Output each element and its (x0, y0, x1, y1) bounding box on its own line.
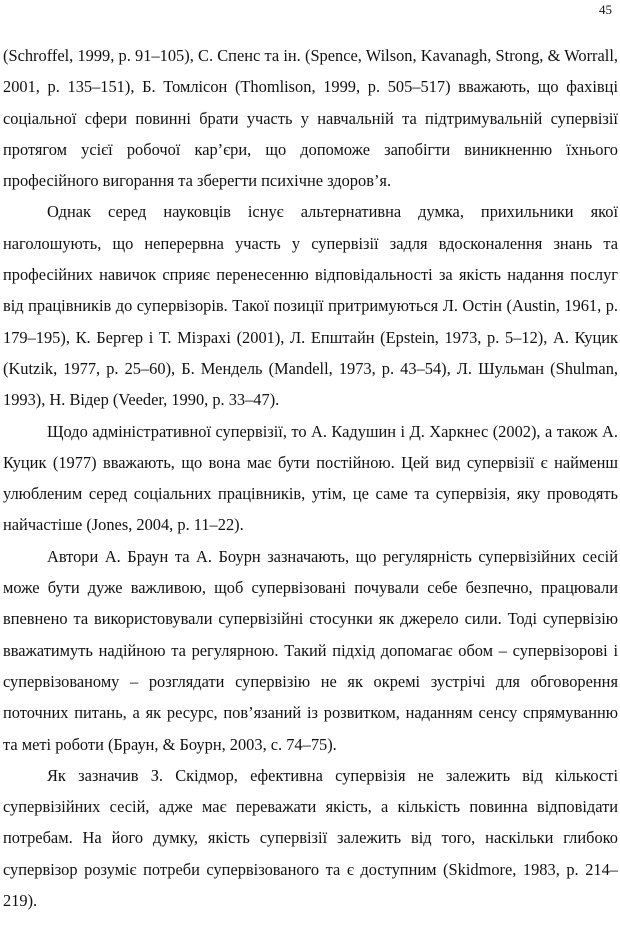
paragraph: Автори А. Браун та А. Боурн зазначають, що регулярність супервізійних сесій може бути дуже важливою, щоб супервізовані почували себе безпечно, працювали впевнено та використовували супервізійні стосунки як джерело сили. Тоді супервізію вважатимуть надійною та регулярною. Такий підхід допомагає обом – супервізорові і супервізованому – розглядати супервізію не як окремі зустрічі для обговорення поточних питань, а як ресурс, пов’язаний із розвитком, наданням сенсу спрямуванню та меті роботи (Браун, & Боурн, 2003, с. 74–75). (3, 546, 618, 754)
page-number: 45 (599, 2, 612, 17)
paragraph-continuation: (Schroffel, 1999, p. 91–105), С. Спенс та ін. (Spence, Wilson, Kavanagh, Strong, & Worrall, 2001, p. 135–151), Б. Томлісон (Thomlison, 1999, p. 505–517) вважають, що фахівці соціальної сфери повинні брати участь у навчальній та підтримувальній супервізії протягом усієї робочої кар’єри, що допоможе запобігти виникненню їхнього професійного вигорання та зберегти психічне здоров’я. (3, 46, 618, 191)
body-text (3, 40, 618, 916)
paragraph: Однак серед науковців існує альтернативна думка, прихильники якої наголошують, що неперервна участь у супервізії задля вдосконалення знань та професійних навичок сприяє перенесенню відповідальності за якість надання послуг від працівників до супервізорів. Такої позиції притримуються Л. Остін (Austin, 1961, p. 179–195), К. Бергер і Т. Мізрахі (2001), Л. Епштайн (Epstein, 1973, p. 5–12), А. Куцик (Kutzik, 1977, p. 25–60), Б. Мендель (Mandell, 1973, p. 43–54), Л. Шульман (Shulman, 1993), Н. Відер (Veeder, 1990, p. 33–47). (3, 202, 618, 410)
paragraph: Як зазначив З. Скідмор, ефективна супервізія не залежить від кількості супервізійних сесій, адже має переважати якість, а кількість повинна відповідати потребам. На його думку, якість супервізії залежить від того, наскільки глибоко супервізор розуміє потреби супервізованого та є доступним (Skidmore, 1983, p. 214–219). (3, 765, 618, 911)
paragraph: Щодо адміністративної супервізії, то А. Кадушин і Д. Харкнес (2002), а також А. Куцик (1977) вважають, що вона має бути постійною. Цей вид супервізії є найменш улюбленим серед соціальних працівників, утім, це саме та супервізія, яку проводять найчастіше (Jones, 2004, p. 11–22). (3, 421, 618, 535)
